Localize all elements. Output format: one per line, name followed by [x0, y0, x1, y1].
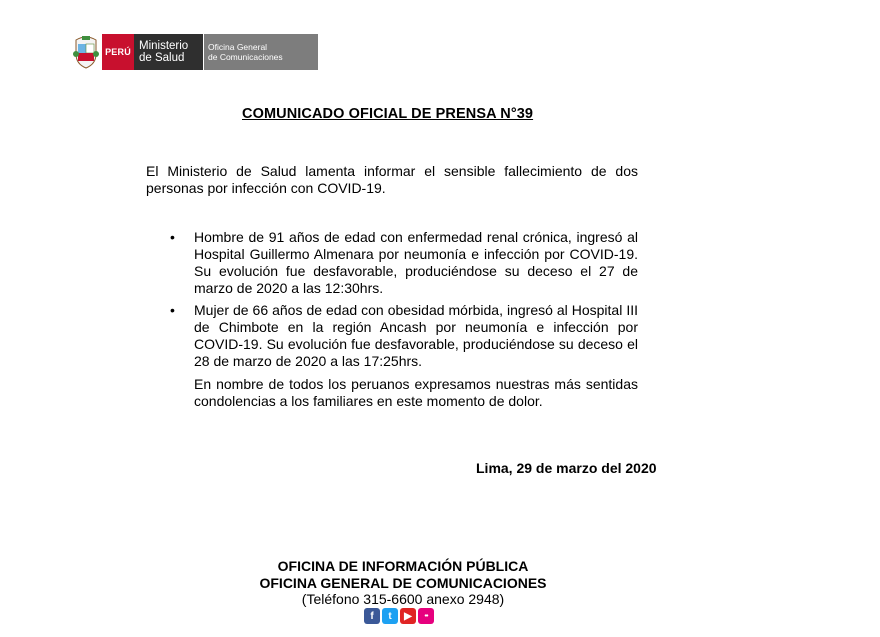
- bullet-marker: •: [170, 229, 175, 245]
- ministerio-line2: de Salud: [139, 52, 185, 64]
- oficina-line2: de Comunicaciones: [208, 52, 283, 62]
- footer-phone: (Teléfono 315-6600 anexo 2948): [301, 591, 505, 607]
- minsa-logo: [72, 34, 320, 70]
- ministerio-line1: Ministerio: [139, 40, 189, 52]
- oficina-line1: Oficina General: [208, 42, 268, 52]
- flickr-icon[interactable]: ••: [418, 608, 434, 624]
- bullet-item-2: Mujer de 66 años de edad con obesidad mórbida, ingresó al Hospital III de Chimbote en la región Ancash por neumonía e infección por COVID-19. Su evolución fue desfavorable, produciéndose su deceso el 28 de marzo de 2020 a las 17:25hrs.: [194, 302, 638, 369]
- intro-paragraph: El Ministerio de Salud lamenta informar el sensible fallecimiento de dos personas por infección con COVID-19.: [146, 163, 638, 196]
- coat-of-arms-icon: [72, 34, 100, 70]
- bullet-marker: •: [170, 302, 175, 318]
- youtube-icon[interactable]: ▶: [400, 608, 416, 624]
- footer-line-1: OFICINA DE INFORMACIÓN PÚBLICA: [277, 558, 529, 574]
- social-icons: [364, 608, 434, 624]
- bullet-item-1: Hombre de 91 años de edad con enfermedad renal crónica, ingresó al Hospital Guillermo Almenara por neumonía e infección por COVID-19. Su evolución fue desfavorable, produciéndose su deceso el 27 de marzo de 2020 a las 12:30hrs.: [194, 229, 638, 296]
- peru-text: PERÚ: [105, 47, 131, 57]
- date-line: Lima, 29 de marzo del 2020: [476, 460, 657, 476]
- document-title: COMUNICADO OFICIAL DE PRENSA N°39: [242, 106, 534, 122]
- ministerio-label: [134, 34, 204, 70]
- peru-label: [102, 34, 134, 70]
- footer-line-2: OFICINA GENERAL DE COMUNICACIONES: [259, 574, 547, 591]
- oficina-label: [204, 34, 318, 70]
- condolences-paragraph: En nombre de todos los peruanos expresamos nuestras más sentidas condolencias a los familiares en este momento de dolor.: [194, 376, 638, 409]
- facebook-icon[interactable]: f: [364, 608, 380, 624]
- footer-block: [240, 558, 566, 608]
- twitter-icon[interactable]: t: [382, 608, 398, 624]
